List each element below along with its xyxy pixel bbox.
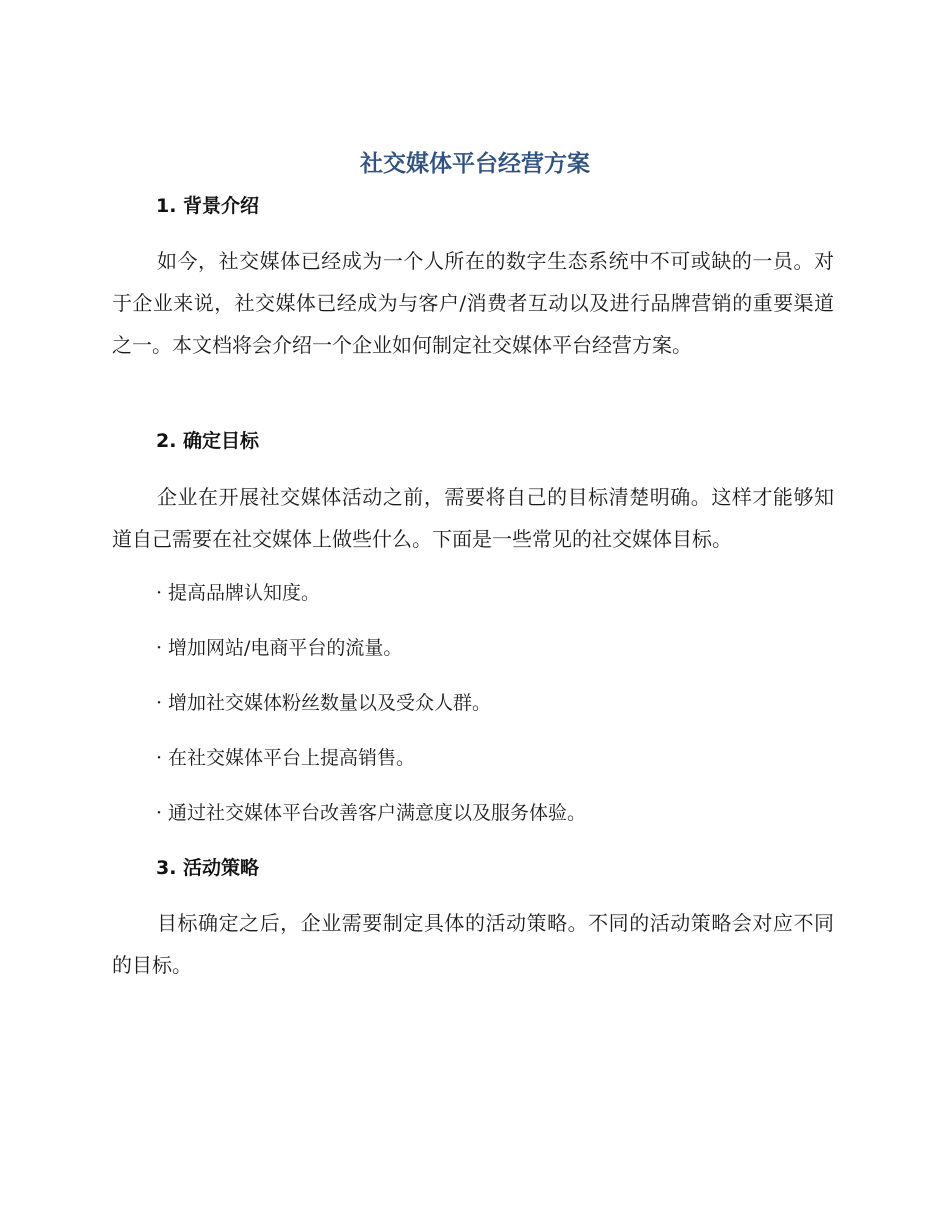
- list-item-text: 增加网站/电商平台的流量。: [168, 637, 403, 659]
- section-paragraph-strategy: 目标确定之后，企业需要制定具体的活动策略。不同的活动策略会对应不同的目标。: [112, 911, 834, 977]
- list-item: [156, 578, 586, 633]
- list-item-text: 提高品牌认知度。: [168, 582, 321, 604]
- list-item: [156, 688, 586, 743]
- goals-bullet-list: [156, 578, 586, 853]
- section-paragraph-background: 如今，社交媒体已经成为一个人所在的数字生态系统中不可或缺的一员。对于企业来说，社交媒体已经成为与客户/消费者互动以及进行品牌营销的重要渠道之一。本文档将会介绍一个企业如何制定社交媒体平台经营方案。: [112, 249, 834, 357]
- list-item: [156, 798, 586, 853]
- section-heading-goals: 2. 确定目标: [156, 430, 260, 452]
- document-title: 社交媒体平台经营方案: [360, 151, 590, 177]
- section-heading-strategy: 3. 活动策略: [156, 857, 260, 879]
- bullet-marker: ·: [156, 692, 163, 714]
- bullet-marker: ·: [156, 637, 163, 659]
- bullet-marker: ·: [156, 802, 163, 824]
- list-item: [156, 633, 586, 688]
- list-item-text: 通过社交媒体平台改善客户满意度以及服务体验。: [168, 802, 587, 824]
- list-item-text: 在社交媒体平台上提高销售。: [168, 747, 416, 769]
- section-paragraph-goals: 企业在开展社交媒体活动之前，需要将自己的目标清楚明确。这样才能够知道自己需要在社交媒体上做些什么。下面是一些常见的社交媒体目标。: [112, 485, 834, 551]
- bullet-marker: ·: [156, 747, 163, 769]
- bullet-marker: ·: [156, 582, 163, 604]
- list-item-text: 增加社交媒体粉丝数量以及受众人群。: [168, 692, 492, 714]
- section-heading-background: 1. 背景介绍: [156, 195, 260, 217]
- list-item: [156, 743, 586, 798]
